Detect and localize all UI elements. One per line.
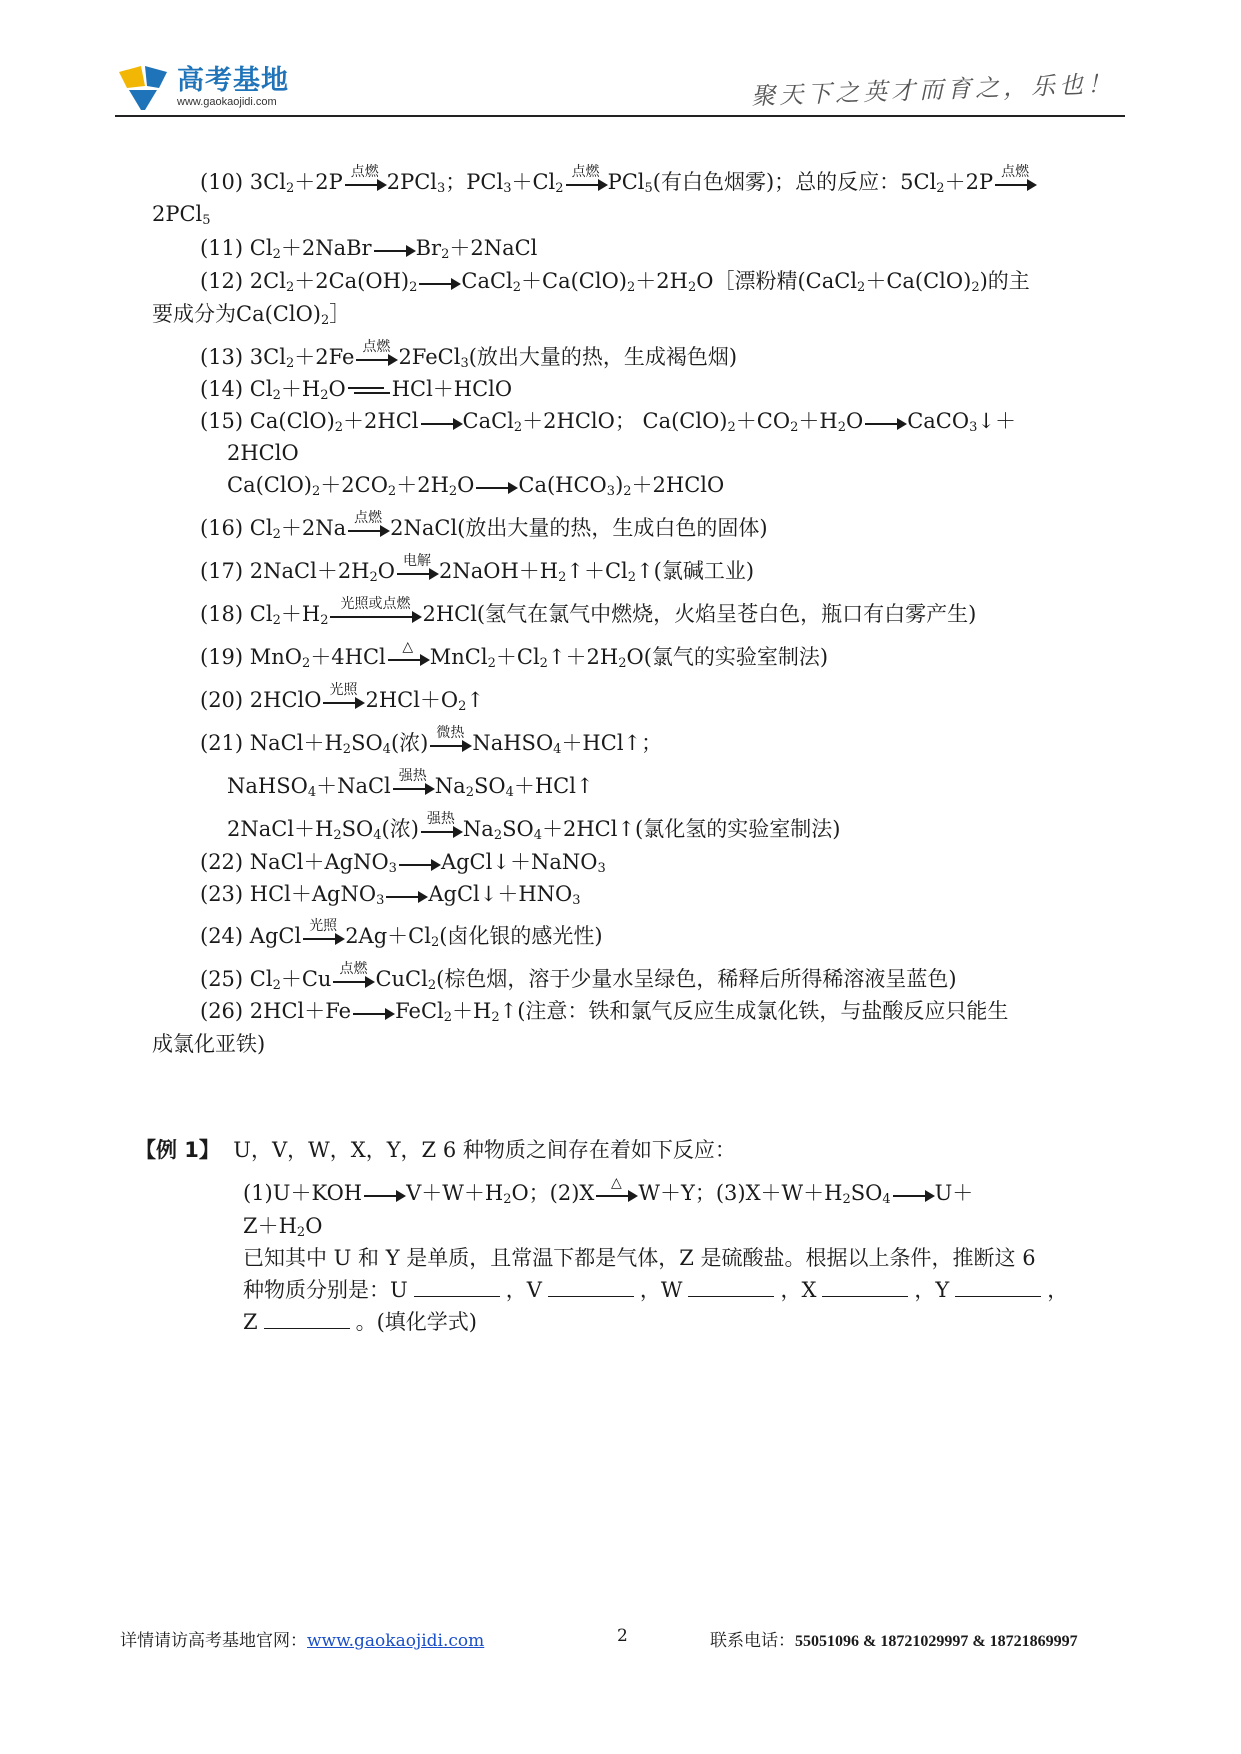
- gaokaojidi-logo: [115, 62, 289, 112]
- example-1-answer-line: 种物质分别是：U ，V ，W ，X ，Y ，: [243, 1278, 1069, 1302]
- equation-12: (12) $2Cl_2+2Ca(OH)_2$ $CaCl_2+Ca(ClO)_2+2H_2O[$漂粉精$(CaCl_2+Ca(ClO)_2)$的主: [200, 269, 1030, 295]
- equation-16: (16) $Cl_2+2Na$ 点燃 2NaCl(放出大量的热，生成白色的固体): [200, 509, 768, 542]
- example-1-reactions: (1)U＋KOH $V+W+H_2O$；(2)X △ W＋Y；$(3)X+W+H_2SO_4$ U＋: [243, 1174, 974, 1207]
- equation-18: (18) $Cl_2+H_2$ 光照或点燃 2HCl(氢气在氯气中燃烧，火焰呈苍白色，瓶口有白雾产生): [200, 595, 977, 628]
- equation-22: (22) NaCl＋AgNO$_3$ AgCl↓＋NaNO$_3$: [200, 850, 606, 876]
- answer-blank-v[interactable]: [548, 1276, 634, 1297]
- footer-contact: 联系电话：55051096 & 18721029997 & 18721869997: [710, 1631, 1078, 1651]
- website-link[interactable]: www.gaokaojidi.com: [307, 1631, 485, 1651]
- equation-26: (26) 2HCl＋Fe $FeCl_2+H_2↑$(注意：铁和氯气反应生成氯化铁，与盐酸反应只能生: [200, 999, 1009, 1025]
- equation-14: (14) $Cl_2+H_2O$ HCl＋HClO: [200, 377, 513, 403]
- example-1-answer-z: Z 。(填化学式): [243, 1310, 477, 1334]
- equation-15: (15) $Ca(ClO)_2+2HCl$ CaCl$_2$＋2HClO； $Ca(ClO)_2+CO_2+H_2O$ CaCO$_3$↓＋: [200, 409, 1016, 435]
- phone-numbers: 55051096 & 18721029997 & 18721869997: [795, 1633, 1078, 1650]
- equation-23: (23) HCl＋AgNO$_3$ $AgCl↓+HNO_3$: [200, 882, 581, 908]
- equation-26-cont: 成氯化亚铁): [152, 1032, 266, 1056]
- header-slogan: 聚天下之英才而育之，乐也！: [750, 69, 1116, 111]
- header-divider: [115, 115, 1125, 117]
- logo-icon: [115, 62, 171, 112]
- equilibrium-arrow-icon: [348, 386, 390, 396]
- equation-15-cont: 2HClO: [227, 441, 299, 465]
- equation-21: (21) $NaCl+H_2SO_4$(浓) 微热 NaHSO$_4$＋HCl↑；: [200, 724, 663, 757]
- equation-12-cont: 要成分为$Ca(ClO)_2]$: [152, 302, 351, 328]
- logo-name: 高考基地: [177, 64, 289, 96]
- equation-10-cont: 2PCl$_5$: [152, 202, 211, 228]
- page-number: 2: [617, 1626, 628, 1646]
- answer-blank-u[interactable]: [414, 1276, 500, 1297]
- answer-blank-w[interactable]: [688, 1276, 774, 1297]
- equation-21c: $2NaCl+H_2SO_4$(浓) 强热 $Na_2SO_4+2HCl↑$(氯化氢的实验室制法): [227, 810, 841, 843]
- answer-blank-z[interactable]: [264, 1308, 350, 1329]
- answer-blank-y[interactable]: [955, 1276, 1041, 1297]
- footer-website: 详情请访高考基地官网：www.gaokaojidi.com: [120, 1631, 485, 1651]
- equation-19: (19) MnO$_2$＋4HCl △ $MnCl_2+Cl_2↑+2H_2O$(氯气的实验室制法): [200, 638, 829, 671]
- equation-15b: $Ca(ClO)_2+2CO_2+2H_2O$ $Ca(HCO_3)_2+2HClO$: [227, 473, 725, 499]
- example-1-intro: 【例 1】 U，V，W，X，Y，Z 6 种物质之间存在着如下反应：: [135, 1138, 736, 1162]
- answer-blank-x[interactable]: [822, 1276, 908, 1297]
- equation-20: (20) 2HClO 光照 $2HCl+O_2↑$: [200, 681, 485, 714]
- equation-10: (10) $3Cl_2+2P$ 点燃 2PCl$_3$；$PCl_3+Cl_2$ 点燃 PCl$_5$(有白色烟雾)；总的反应：$5Cl_2+2P$ 点燃: [200, 168, 1037, 196]
- equation-17: (17) $2NaCl+2H_2O$ 电解 $2NaOH+H_2↑+Cl_2↑$(氯碱工业): [200, 552, 755, 585]
- example-1-conditions: 已知其中 U 和 Y 是单质，且常温下都是气体，Z 是硫酸盐。根据以上条件，推断这 6: [243, 1246, 1036, 1270]
- equation-24: (24) AgCl 光照 $2Ag+Cl_2$(卤化银的感光性): [200, 917, 603, 950]
- equation-25: (25) $Cl_2+Cu$ 点燃 CuCl$_2$(棕色烟，溶于少量水呈绿色，稀释后所得稀溶液呈蓝色): [200, 960, 957, 993]
- page-header: [115, 50, 1125, 120]
- example-1-reactions-cont: $Z+H_2O$: [243, 1214, 323, 1240]
- equation-13: (13) $3Cl_2+2Fe$ 点燃 2FeCl$_3$(放出大量的热，生成褐色烟): [200, 338, 738, 371]
- equation-11: (11) $Cl_2+2NaBr$ $Br_2+2NaCl$: [200, 236, 538, 262]
- logo-url: www.gaokaojidi.com: [177, 95, 277, 108]
- equation-21b: NaHSO$_4$＋NaCl 强热 $Na_2SO_4+HCl↑$: [227, 767, 594, 800]
- example-label: 【例 1】: [135, 1138, 220, 1162]
